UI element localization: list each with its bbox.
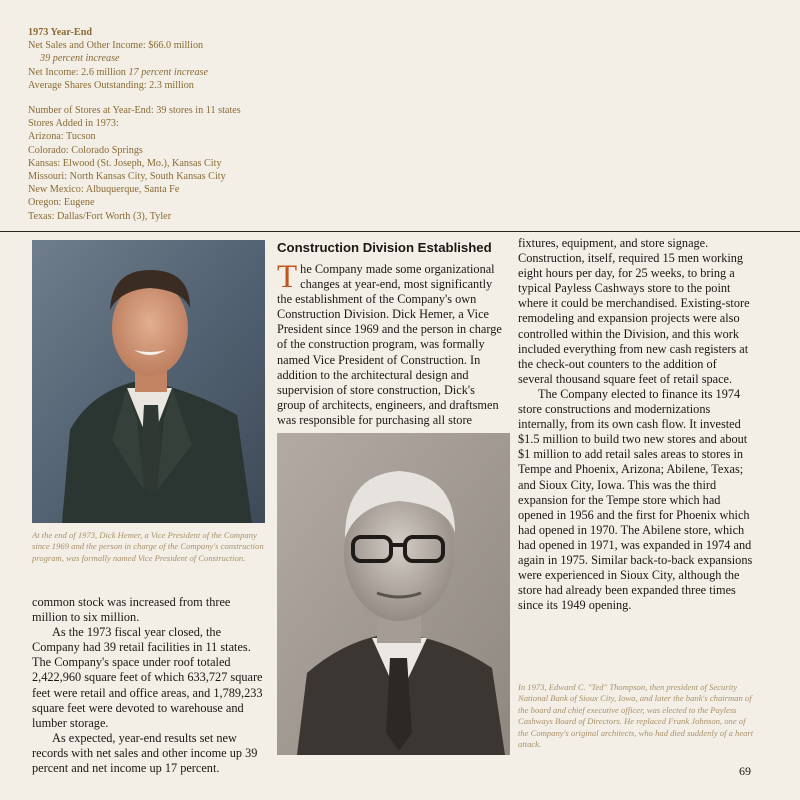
col1-paragraph: common stock was increased from three million to six million. — [32, 595, 231, 625]
column-3-text — [518, 236, 754, 613]
stores-added-item: Texas: Dallas/Fort Worth (3), Tyler — [28, 210, 172, 222]
year-end-title: 1973 Year-End — [28, 27, 93, 38]
hemer-caption: At the end of 1973, Dick Hemer, a Vice President of the Company since 1969 and the person in charge of the Company's construction program, was formally named Vice President of Construction. — [32, 530, 264, 563]
thompson-portrait-photo — [277, 433, 510, 755]
col2-paragraph-text: he Company made some organizational changes at year-end, most significantly the establishment of the Company's own Construction Division. Dick Hemer, a Vice President since 1969 and the person in charge of the construction program, was formally named Vice President of Construction. In addition to the architectural design and supervision of store construction, Dick's group of architects, engineers, and draftsmen was responsible for purchasing all store — [277, 262, 502, 427]
net-income-increase: 17 percent increase — [128, 66, 209, 78]
net-income: Net Income: 2.6 million — [28, 66, 126, 78]
stores-added-label: Stores Added in 1973: — [28, 118, 119, 130]
stores-added-item: Kansas: Elwood (St. Joseph, Mo.), Kansas City — [28, 157, 222, 169]
col3-paragraph: fixtures, equipment, and store signage. Construction, itself, required 15 men working eight hours per day, for 25 weeks, to bring a typical Payless Cashways store to the point where it could be merchandised. Existing-store remodeling and expansion projects were also controlled within the Division, and this work included everything from new cash registers at the check-out counters to the addition of several thousand square feet of retail space. — [518, 236, 750, 386]
net-sales-increase: 39 percent increase — [40, 53, 120, 65]
stores-total: Number of Stores at Year-End: 39 stores in 11 states — [28, 105, 241, 117]
net-income-line — [28, 66, 348, 79]
thompson-caption: In 1973, Edward C. "Ted" Thompson, then president of Security National Bank of Sioux City, Iowa, and later the bank's chairman of the board and chief executive officer, was elected to the Payless Cashways Board of Directors. He replaced Frank Johnson, one of the Company's original architects, who had died suddenly of a heart attack. — [518, 682, 754, 750]
stores-added-item: Colorado: Colorado Springs — [28, 144, 143, 156]
column-1-text — [32, 595, 268, 776]
page-number: 69 — [739, 764, 751, 778]
shares-outstanding: Average Shares Outstanding: 2.3 million — [28, 79, 194, 91]
hemer-portrait-photo — [32, 240, 265, 523]
col1-paragraph: As expected, year-end results set new records with net sales and other income up 39 percent and net income up 17 percent. — [32, 730, 258, 776]
section-divider — [0, 231, 800, 232]
stores-added-item: New Mexico: Albuquerque, Santa Fe — [28, 184, 180, 196]
column-2-text — [277, 259, 505, 428]
col3-paragraph: The Company elected to finance its 1974 store constructions and modernizations internally, from its own cash flow. It invested $1.5 million to build two new stores and about $1 million to add retail sales areas to stores in Tempe and Phoenix, Arizona; Abilene, Texas; and Sioux City, Iowa. This was the third expansion for the Tempe store which had opened in 1956 and the first for Phoenix which had opened in 1970. The Abilene store, which had opened in 1971, was expanded in 1974 and again in 1975. Similar back-to-back expansions were experienced in Sioux City, although the store had already been expanded three times since its 1949 opening. — [518, 386, 753, 613]
col2-paragraph — [277, 259, 505, 428]
drop-cap: T — [277, 259, 298, 295]
stores-added-item: Arizona: Tucson — [28, 131, 96, 143]
col1-paragraph: As the 1973 fiscal year closed, the Company had 39 retail facilities in 11 states. The Company's space under roof totaled 2,422,960 square feet of which 633,727 square feet were retail and office areas, and 1,789,233 square feet were devoted to warehouse and lumber storage. — [32, 625, 263, 730]
year-end-summary — [28, 26, 348, 223]
section-heading: Construction Division Established — [277, 240, 492, 255]
stores-added-item: Oregon: Eugene — [28, 197, 95, 209]
net-sales: Net Sales and Other Income: $66.0 million — [28, 40, 204, 52]
stores-added-item: Missouri: North Kansas City, South Kansas City — [28, 171, 226, 183]
